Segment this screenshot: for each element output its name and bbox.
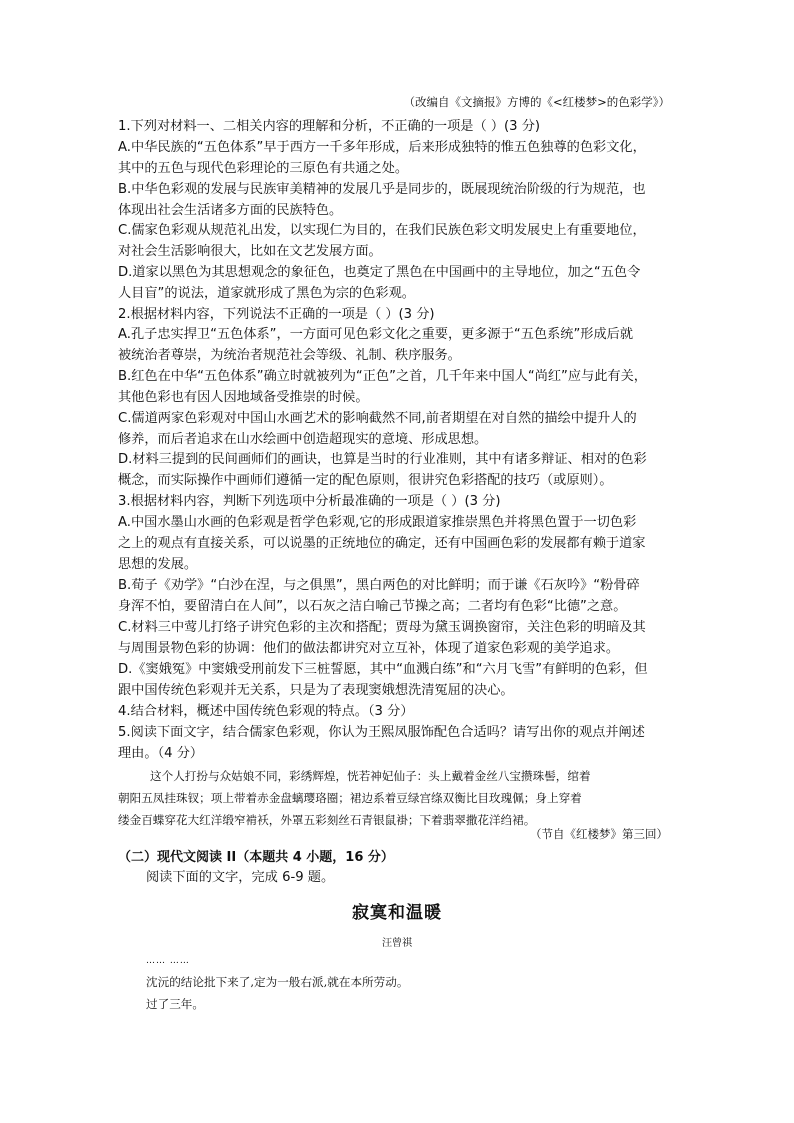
q1-option-d-line2: 人目盲”的说法，道家就形成了黑色为宗的色彩观。	[118, 286, 415, 301]
article-title: 寂寞和温暖	[352, 903, 442, 923]
q2-option-a-line1: A.孔子忠实捍卫“五色体系”，一方面可见色彩文化之重要，更多源于“五色系统”形成后就	[118, 327, 634, 342]
q3-option-b-line1: B.荀子《劝学》“白沙在涅，与之俱黑”，黑白两色的对比鲜明；而于谦《石灰吟》“粉骨碎	[118, 578, 640, 593]
q1-option-c-line2: 对社会生活影响很大，比如在文艺发展方面。	[118, 244, 382, 259]
excerpt-line-1: 这个人打扮与众姑娘不同，彩绣辉煌，恍若神妃仙子：头上戴着金丝八宝攒珠髻，绾着	[150, 769, 591, 783]
question-3-stem: 3.根据材料内容，判断下列选项中分析最准确的一项是（ ）(3 分)	[118, 494, 501, 509]
section-heading: （二）现代文阅读 II（本题共 4 小题，16 分）	[118, 850, 394, 865]
q1-option-c-line1: C.儒家色彩观从规范礼出发，以实现仁为目的，在我们民族色彩文明发展史上有重要地位，	[118, 223, 646, 238]
article-paragraph-2: 过了三年。	[146, 997, 204, 1011]
article-paragraph-1: 沈沅的结论批下来了,定为一般右派,就在本所劳动。	[146, 975, 409, 989]
q3-option-c-line2: 与周围景物色彩的协调：他们的做法都讲究对立互补，体现了道家色彩观的美学追求。	[118, 641, 620, 656]
q2-option-a-line2: 被统治者尊崇，为统治者规范社会等级、礼制、秩序服务。	[118, 348, 461, 363]
q2-option-b-line2: 其他色彩也有因人因地域备受推崇的时候。	[118, 390, 369, 405]
q3-option-a-line1: A.中国水墨山水画的色彩观是哲学色彩观,它的形成跟道家推崇黑色并将黑色置于一切色彩	[118, 515, 637, 530]
source-citation-top: （改编自《文摘报》方博的《<红楼梦>的色彩学》）	[403, 95, 670, 109]
q2-option-c-line1: C.儒道两家色彩观对中国山水画艺术的影响截然不同,前者期望在对自然的描绘中提升人的	[118, 411, 637, 426]
excerpt-line-3: 缕金百蝶穿花大红洋缎窄褃袄，外罩五彩刻丝石青银鼠褂；下着翡翠撒花洋绉裙。	[118, 813, 536, 827]
q2-option-d-line2: 概念，而实际操作中画师们遵循一定的配色原则，很讲究色彩搭配的技巧（或原则）。	[118, 473, 613, 488]
q2-option-c-line2: 修养，而后者追求在山水绘画中创造超现实的意境、形成思想。	[118, 432, 488, 447]
q3-option-d-line1: D.《窦娥冤》中窦娥受刑前发下三桩誓愿，其中“血溅白练”和“六月飞雪”有鲜明的色彩，但	[118, 662, 648, 677]
q1-option-b-line1: B.中华色彩观的发展与民族审美精神的发展几乎是同步的，既展现统治阶级的行为规范，也	[118, 182, 646, 197]
q2-option-b-line1: B.红色在中华“五色体系”确立时就被列为“正色”之首，几千年来中国人“尚红”应与此有关，	[118, 369, 647, 384]
section-instruction: 阅读下面的文字，完成 6-9 题。	[146, 870, 335, 885]
q1-option-a-line2: 其中的五色与现代色彩理论的三原色有共通之处。	[118, 161, 409, 176]
excerpt-source: （节自《红楼梦》第三回）	[530, 827, 668, 841]
article-author: 汪曾祺	[382, 938, 412, 949]
q1-option-b-line2: 体现出社会生活诸多方面的民族特色。	[118, 203, 343, 218]
q3-option-c-line1: C.材料三中莺儿打络子讲究色彩的主次和搭配；贾母为黛玉调换窗帘，关注色彩的明暗及其	[118, 620, 646, 635]
q3-option-a-line3: 思想的发展。	[118, 557, 198, 572]
question-5-stem-line1: 5.阅读下面文字，结合儒家色彩观，你认为王熙凤服饰配色合适吗？请写出你的观点并阐述	[118, 725, 645, 740]
q1-option-a-line1: A.中华民族的“五色体系”早于西方一千多年形成，后来形成独特的惟五色独尊的色彩文化，	[118, 140, 646, 155]
question-5-stem-line2: 理由。（4 分）	[118, 746, 204, 761]
question-2-stem: 2.根据材料内容，下列说法不正确的一项是（ ）(3 分)	[118, 307, 435, 322]
question-4-stem: 4.结合材料，概述中国传统色彩观的特点。（3 分）	[118, 704, 414, 719]
excerpt-line-2: 朝阳五凤挂珠钗；项上带着赤金盘螭璎珞圈；裙边系着豆绿宫绦双衡比目玫瑰佩；身上穿着	[118, 791, 582, 805]
question-1-stem: 1.下列对材料一、二相关内容的理解和分析，不正确的一项是（ ）(3 分)	[118, 119, 541, 134]
q2-option-d-line1: D.材料三提到的民间画师们的画诀，也算是当时的行业准则，其中有诸多辩证、相对的色彩	[118, 452, 647, 467]
ellipsis-line: …… ……	[146, 956, 190, 966]
excerpt-passage	[118, 765, 674, 831]
q3-option-d-line2: 跟中国传统色彩观并无关系，只是为了表现窦娥想洗清冤屈的决心。	[118, 683, 514, 698]
q1-option-d-line1: D.道家以黑色为其思想观念的象征色，也奠定了黑色在中国画中的主导地位，加之“五色令	[118, 265, 641, 280]
q3-option-a-line2: 之上的观点有直接关系，可以说墨的正统地位的确定，还有中国画色彩的发展都有赖于道家	[118, 536, 646, 551]
q3-option-b-line2: 身浑不怕，要留清白在人间”，以石灰之洁白喻己节操之高；二者均有色彩“比德”之意。	[118, 599, 627, 614]
